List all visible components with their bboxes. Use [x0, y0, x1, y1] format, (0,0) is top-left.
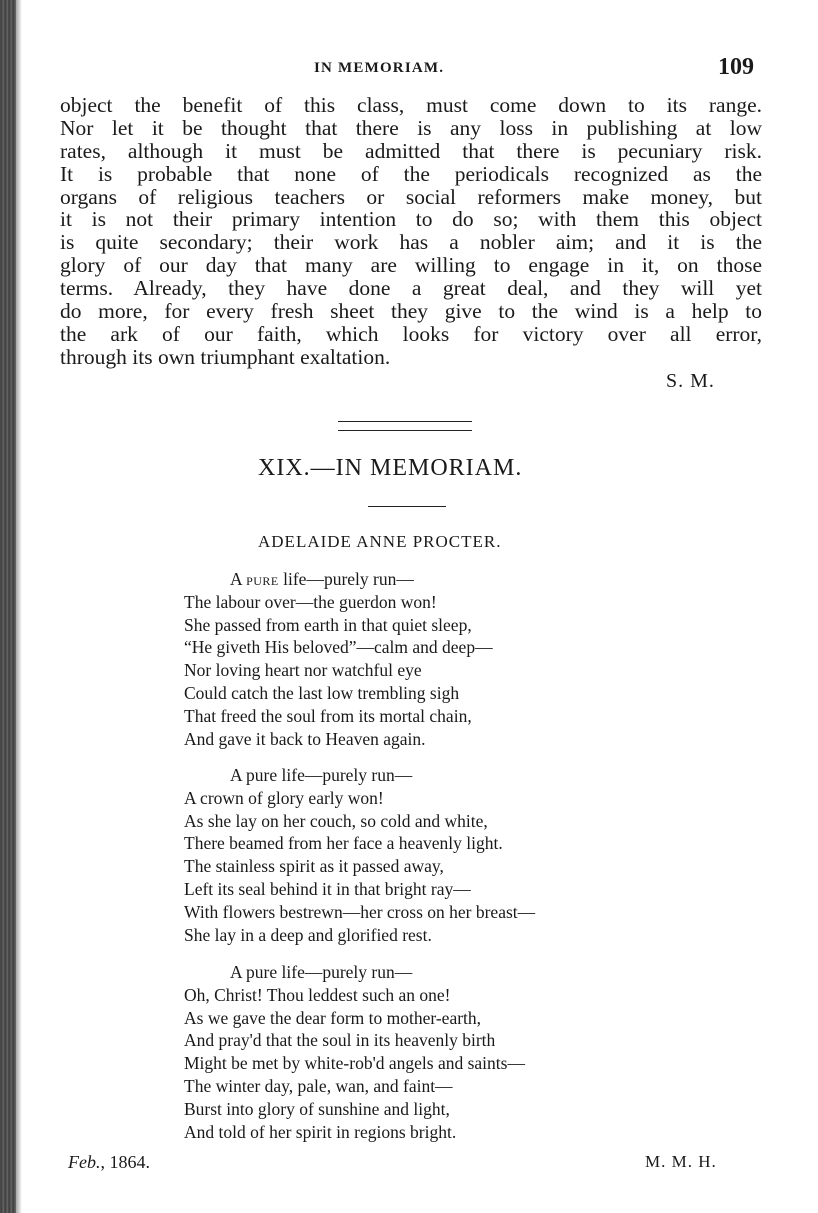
poem-line: Nor loving heart nor watchful eye — [184, 660, 422, 681]
poem-line: The labour over—the guerdon won! — [184, 591, 437, 612]
poem-stanza-2 — [184, 764, 664, 946]
poem-line: The stainless spirit as it passed away, — [184, 856, 444, 877]
prose-line: rates, although it must be admitted that there is pecuniary risk. — [60, 138, 762, 163]
poem-line: And pray'd that the soul in its heavenly birth — [184, 1030, 496, 1051]
prose-line: the ark of our faith, which looks for victory over all error, — [60, 321, 762, 346]
prose-line: through its own triumphant exaltation. — [60, 344, 391, 369]
poem-date-month: Feb. — [68, 1152, 101, 1172]
poem-line: And gave it back to Heaven again. — [184, 728, 426, 749]
poem-line: That freed the soul from its mortal chain, — [184, 705, 472, 726]
poem-line: A pure life—purely run— — [230, 962, 413, 982]
poem-line: There beamed from her face a heavenly light. — [184, 833, 503, 854]
prose-line: it is not their primary intention to do so; with them this object — [60, 207, 762, 232]
poem-small-caps-word: pure — [246, 569, 279, 589]
poem-line: As she lay on her couch, so cold and white, — [184, 810, 488, 831]
poem-line: A crown of glory early won! — [184, 787, 384, 808]
poem-line: As we gave the dear form to mother-earth, — [184, 1007, 482, 1028]
section-heading: XIX.—IN MEMORIAM. — [258, 455, 523, 481]
prose-line: do more, for every fresh sheet they give to the wind is a help to — [60, 299, 762, 324]
heading-underline-rule — [368, 506, 446, 507]
poem-date-year: , 1864. — [100, 1152, 150, 1172]
poem-line: Could catch the last low trembling sigh — [184, 682, 460, 703]
prose-line: organs of religious teachers or social reformers make money, but — [60, 184, 762, 209]
prose-line: object the benefit of this class, must come down to its range. — [60, 93, 762, 117]
poem-line: The winter day, pale, wan, and faint— — [184, 1075, 453, 1096]
poem-line: A pure life—purely run— — [230, 765, 413, 785]
prose-line: is quite secondary; their work has a nobler aim; and it is the — [60, 230, 762, 255]
poem-line: She passed from earth in that quiet sleep, — [184, 614, 472, 635]
poem-line: Left its seal behind it in that bright ray— — [184, 878, 471, 899]
author-signature-mmh: M. M. H. — [645, 1152, 717, 1171]
running-title: IN MEMORIAM. — [314, 60, 445, 76]
poem-line — [184, 568, 664, 591]
poem-line: Might be met by white-rob'd angels and saints— — [184, 1053, 525, 1074]
page-number: 109 — [718, 54, 754, 80]
prose-line: terms. Already, they have done a great deal, and they will yet — [60, 276, 762, 301]
prose-line: It is probable that none of the periodicals recognized as the — [60, 161, 762, 186]
poem-stanza-1 — [184, 568, 664, 750]
poem-line-rest: life—purely run— — [278, 569, 414, 589]
section-divider-double-rule — [338, 421, 472, 431]
author-signature-sm: S. M. — [666, 370, 715, 392]
poem-first-word: A — [230, 569, 242, 589]
poem-line: She lay in a deep and glorified rest. — [184, 924, 432, 945]
poem-date — [68, 1152, 150, 1173]
prose-line: glory of our day that many are willing to engage in it, on those — [60, 253, 762, 278]
prose-paragraph — [60, 94, 762, 369]
poem-line: With flowers bestrewn—her cross on her breast— — [184, 901, 536, 922]
running-head — [0, 54, 818, 84]
poem-line: Burst into glory of sunshine and light, — [184, 1098, 450, 1119]
poem-line: And told of her spirit in regions bright. — [184, 1121, 457, 1142]
prose-line: Nor let it be thought that there is any loss in publishing at low — [60, 115, 762, 140]
poem-stanza-3 — [184, 961, 664, 1143]
poem-subject-name: ADELAIDE ANNE PROCTER. — [258, 532, 502, 551]
poem-line: Oh, Christ! Thou leddest such an one! — [184, 984, 451, 1005]
poem-line: “He giveth His beloved”—calm and deep— — [184, 637, 493, 658]
book-binding-edge — [0, 0, 16, 1213]
